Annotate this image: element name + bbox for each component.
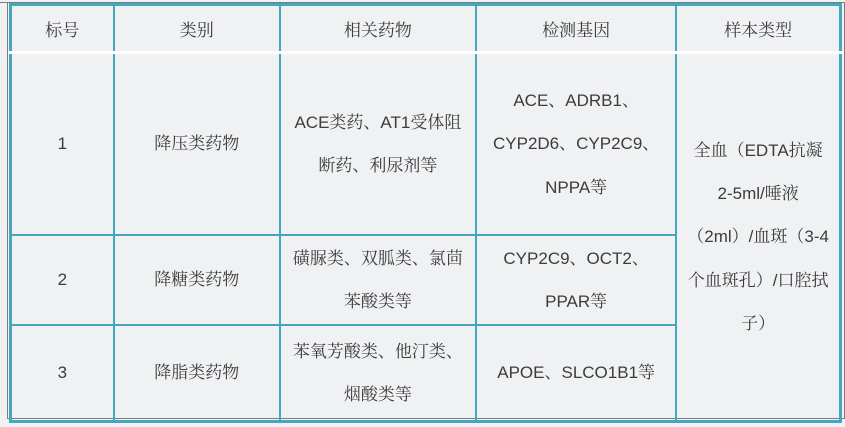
cell-category: 降糖类药物 xyxy=(114,235,280,325)
header-cell-genes: 检测基因 xyxy=(476,5,676,53)
drug-gene-test-table xyxy=(9,3,842,423)
header-separator-line xyxy=(8,51,844,54)
frame-left-line xyxy=(7,2,8,419)
table-row-antihypertensive xyxy=(11,53,841,236)
cell-drugs: 磺脲类、双胍类、氯茴苯酸类等 xyxy=(280,235,476,325)
cell-index: 2 xyxy=(11,235,114,325)
cell-category: 降压类药物 xyxy=(114,53,280,236)
cell-genes: APOE、SLCO1B1等 xyxy=(476,325,676,422)
cell-genes: CYP2C9、OCT2、PPAR等 xyxy=(476,235,676,325)
cell-index: 3 xyxy=(11,325,114,422)
header-cell-sample-type: 样本类型 xyxy=(676,5,840,53)
header-cell-category: 类别 xyxy=(114,5,280,53)
cell-index: 1 xyxy=(11,53,114,236)
cell-drugs: 苯氧芳酸类、他汀类、烟酸类等 xyxy=(280,325,476,422)
cell-sample-type: 全血（EDTA抗凝2-5ml/唾液（2ml）/血斑（3-4个血斑孔）/口腔拭子） xyxy=(676,53,840,422)
header-row xyxy=(11,5,841,53)
cell-category: 降脂类药物 xyxy=(114,325,280,422)
cell-genes: ACE、ADRB1、CYP2D6、CYP2C9、NPPA等 xyxy=(476,53,676,236)
cell-drugs: ACE类药、AT1受体阻断药、利尿剂等 xyxy=(280,53,476,236)
header-cell-index: 标号 xyxy=(11,5,114,53)
header-cell-drugs: 相关药物 xyxy=(280,5,476,53)
